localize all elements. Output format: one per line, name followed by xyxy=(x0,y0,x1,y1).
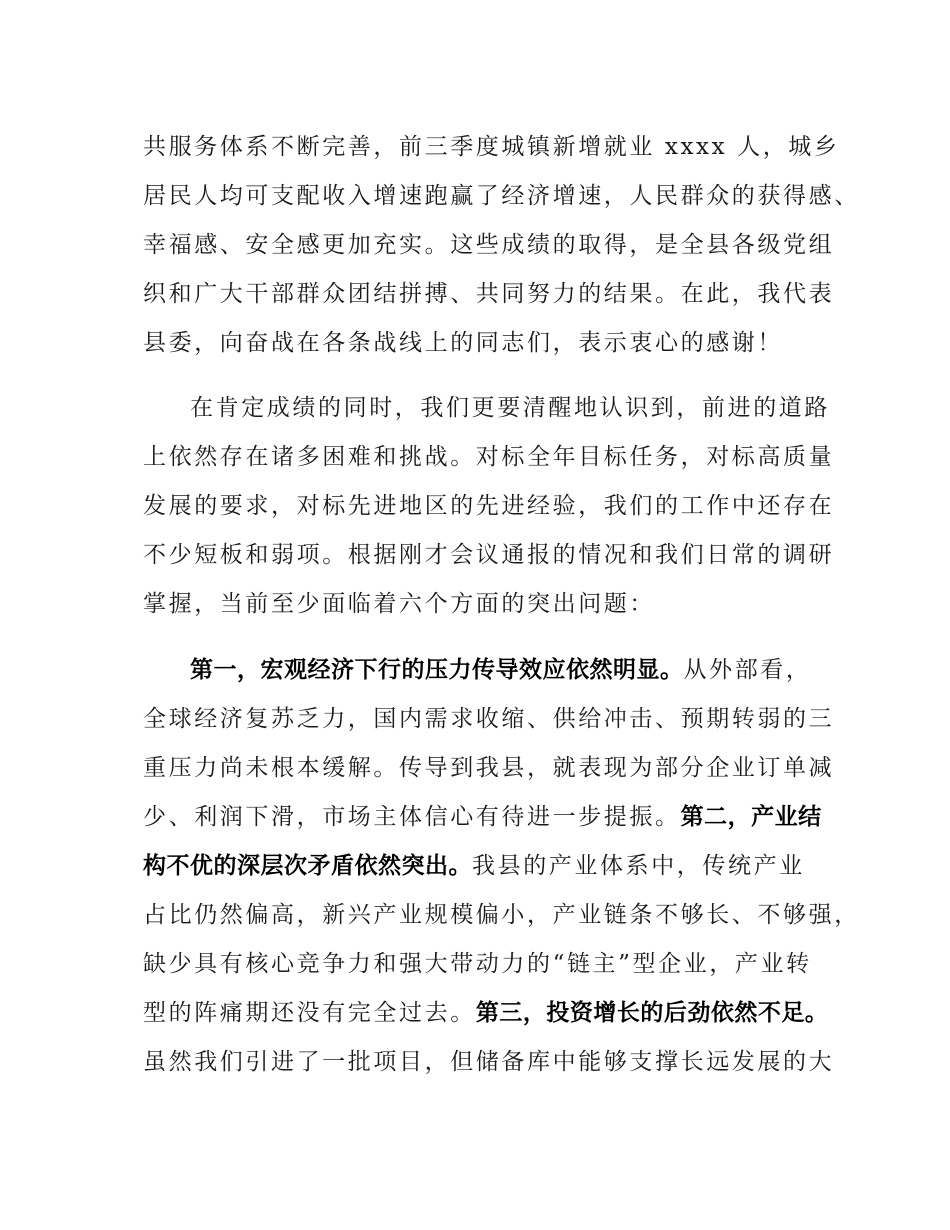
text-line: 少、利润下滑，市场主体信心有待进一步提振。第二，产业结 xyxy=(143,804,822,830)
bold-heading: 构不优的深层次矛盾依然突出。 xyxy=(143,853,472,879)
text-line: 构不优的深层次矛盾依然突出。我县的产业体系中，传统产业 xyxy=(143,853,805,879)
text-line: 织和广大干部群众团结拼搏、共同努力的结果。在此，我代表 xyxy=(143,281,835,307)
text-line: 发展的要求，对标先进地区的先进经验，我们的工作中还存在 xyxy=(143,493,835,519)
text-line: 第一，宏观经济下行的压力传导效应依然明显。从外部看， xyxy=(190,657,812,683)
text-line: 缺少具有核心竞争力和强大带动力的“链主”型企业，产业转 xyxy=(143,951,812,977)
text-line: 居民人均可支配收入增速跑赢了经济增速，人民群众的获得感、 xyxy=(143,183,860,209)
text-line: 占比仍然偏高，新兴产业规模偏小，产业链条不够长、不够强， xyxy=(143,902,860,928)
bold-heading: 第三，投资增长的后劲依然不足。 xyxy=(475,1000,829,1026)
text-line: 全球经济复苏乏力，国内需求收缩、供给冲击、预期转弱的三 xyxy=(143,706,835,732)
text-line: 上依然存在诸多困难和挑战。对标全年目标任务，对标高质量 xyxy=(143,444,835,470)
bold-heading: 第二，产业结 xyxy=(680,804,822,830)
text-line: 幸福感、安全感更加充实。这些成绩的取得，是全县各级党组 xyxy=(143,232,835,258)
bold-heading: 第一，宏观经济下行的压力传导效应依然明显。 xyxy=(190,657,684,683)
text-line: 型的阵痛期还没有完全过去。第三，投资增长的后劲依然不足。 xyxy=(143,1000,829,1026)
text-line: 县委，向奋战在各条战线上的同志们，表示衷心的感谢！ xyxy=(143,330,783,356)
text-line: 共服务体系不断完善，前三季度城镇新增就业 xxxx 人，城乡 xyxy=(143,134,840,160)
text-line: 重压力尚未根本缓解。传导到我县，就表现为部分企业订单减 xyxy=(143,755,835,781)
text-line: 在肯定成绩的同时，我们更要清醒地认识到，前进的道路 xyxy=(190,395,830,421)
text-line: 不少短板和弱项。根据刚才会议通报的情况和我们日常的调研 xyxy=(143,542,835,568)
text-line: 掌握，当前至少面临着六个方面的突出问题： xyxy=(143,591,655,617)
text-line: 虽然我们引进了一批项目，但储备库中能够支撑长远发展的大 xyxy=(143,1049,835,1075)
